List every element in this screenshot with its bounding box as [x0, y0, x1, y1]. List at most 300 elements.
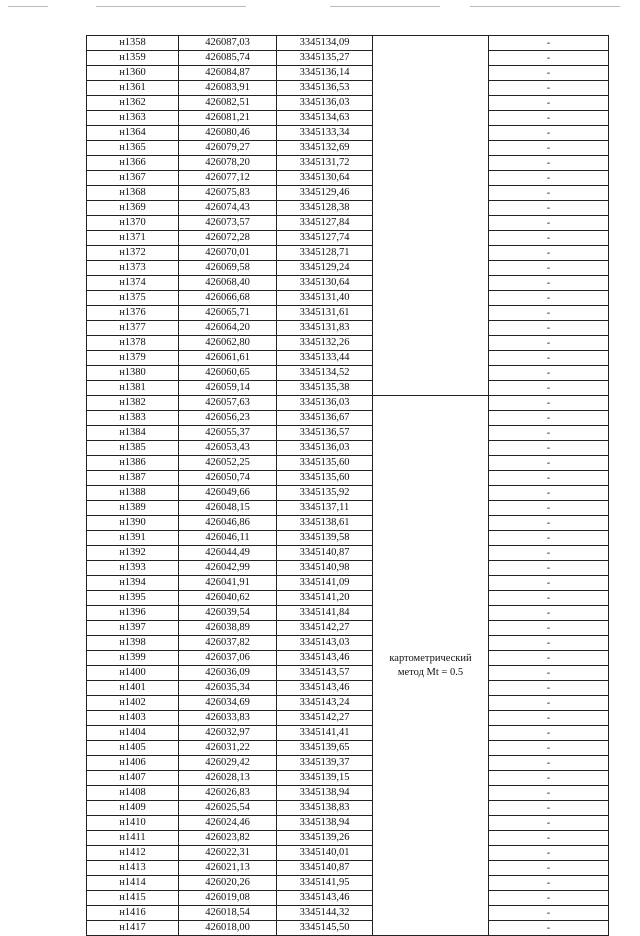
point-id-cell: н1401	[87, 681, 179, 696]
x-coordinate-cell: 426080,46	[179, 126, 277, 141]
dash-cell: -	[489, 756, 609, 771]
x-coordinate-cell: 426069,58	[179, 261, 277, 276]
dash-cell: -	[489, 516, 609, 531]
x-coordinate-cell: 426066,68	[179, 291, 277, 306]
dash-cell: -	[489, 876, 609, 891]
y-coordinate-cell: 3345135,60	[277, 471, 373, 486]
table-row	[87, 351, 609, 366]
table-row	[87, 486, 609, 501]
y-coordinate-cell: 3345143,03	[277, 636, 373, 651]
x-coordinate-cell: 426048,15	[179, 501, 277, 516]
dash-cell: -	[489, 156, 609, 171]
y-coordinate-cell: 3345142,27	[277, 621, 373, 636]
x-coordinate-cell: 426042,99	[179, 561, 277, 576]
point-id-cell: н1404	[87, 726, 179, 741]
x-coordinate-cell: 426038,89	[179, 621, 277, 636]
x-coordinate-cell: 426059,14	[179, 381, 277, 396]
table-row	[87, 261, 609, 276]
table-row	[87, 621, 609, 636]
point-id-cell: н1400	[87, 666, 179, 681]
point-id-cell: н1415	[87, 891, 179, 906]
table-row	[87, 756, 609, 771]
point-id-cell: н1361	[87, 81, 179, 96]
table-row	[87, 216, 609, 231]
dash-cell: -	[489, 861, 609, 876]
point-id-cell: н1362	[87, 96, 179, 111]
x-coordinate-cell: 426055,37	[179, 426, 277, 441]
table-row	[87, 246, 609, 261]
x-coordinate-cell: 426022,31	[179, 846, 277, 861]
point-id-cell: н1359	[87, 51, 179, 66]
table-row	[87, 651, 609, 666]
table-row	[87, 381, 609, 396]
table-row	[87, 96, 609, 111]
point-id-cell: н1375	[87, 291, 179, 306]
table-row	[87, 741, 609, 756]
dash-cell: -	[489, 171, 609, 186]
dash-cell: -	[489, 771, 609, 786]
x-coordinate-cell: 426037,06	[179, 651, 277, 666]
x-coordinate-cell: 426075,83	[179, 186, 277, 201]
y-coordinate-cell: 3345135,60	[277, 456, 373, 471]
x-coordinate-cell: 426050,74	[179, 471, 277, 486]
table-row	[87, 696, 609, 711]
point-id-cell: н1377	[87, 321, 179, 336]
dash-cell: -	[489, 126, 609, 141]
x-coordinate-cell: 426070,01	[179, 246, 277, 261]
table-row	[87, 36, 609, 51]
point-id-cell: н1371	[87, 231, 179, 246]
point-id-cell: н1397	[87, 621, 179, 636]
x-coordinate-cell: 426018,00	[179, 921, 277, 936]
point-id-cell: н1364	[87, 126, 179, 141]
x-coordinate-cell: 426036,09	[179, 666, 277, 681]
dash-cell: -	[489, 576, 609, 591]
y-coordinate-cell: 3345139,26	[277, 831, 373, 846]
y-coordinate-cell: 3345131,72	[277, 156, 373, 171]
table-row	[87, 81, 609, 96]
method-cell	[373, 396, 489, 936]
point-id-cell: н1394	[87, 576, 179, 591]
x-coordinate-cell: 426057,63	[179, 396, 277, 411]
dash-cell: -	[489, 36, 609, 51]
y-coordinate-cell: 3345143,46	[277, 891, 373, 906]
y-coordinate-cell: 3345131,83	[277, 321, 373, 336]
point-id-cell: н1379	[87, 351, 179, 366]
dash-cell: -	[489, 261, 609, 276]
y-coordinate-cell: 3345133,44	[277, 351, 373, 366]
x-coordinate-cell: 426061,61	[179, 351, 277, 366]
y-coordinate-cell: 3345140,01	[277, 846, 373, 861]
table-row	[87, 681, 609, 696]
table-row	[87, 876, 609, 891]
x-coordinate-cell: 426064,20	[179, 321, 277, 336]
dash-cell: -	[489, 666, 609, 681]
point-id-cell: н1366	[87, 156, 179, 171]
table-row	[87, 276, 609, 291]
x-coordinate-cell: 426060,65	[179, 366, 277, 381]
point-id-cell: н1374	[87, 276, 179, 291]
point-id-cell: н1410	[87, 816, 179, 831]
point-id-cell: н1367	[87, 171, 179, 186]
dash-cell: -	[489, 381, 609, 396]
method-name: картометрический	[389, 652, 472, 664]
y-coordinate-cell: 3345136,67	[277, 411, 373, 426]
point-id-cell: н1363	[87, 111, 179, 126]
y-coordinate-cell: 3345131,40	[277, 291, 373, 306]
table-row	[87, 891, 609, 906]
dash-cell: -	[489, 711, 609, 726]
dash-cell: -	[489, 366, 609, 381]
dash-cell: -	[489, 186, 609, 201]
dash-cell: -	[489, 96, 609, 111]
table-row	[87, 921, 609, 936]
y-coordinate-cell: 3345128,38	[277, 201, 373, 216]
y-coordinate-cell: 3345140,87	[277, 861, 373, 876]
table-row	[87, 606, 609, 621]
point-id-cell: н1395	[87, 591, 179, 606]
x-coordinate-cell: 426033,83	[179, 711, 277, 726]
y-coordinate-cell: 3345134,09	[277, 36, 373, 51]
x-coordinate-cell: 426035,34	[179, 681, 277, 696]
y-coordinate-cell: 3345138,83	[277, 801, 373, 816]
x-coordinate-cell: 426077,12	[179, 171, 277, 186]
point-id-cell: н1388	[87, 486, 179, 501]
dash-cell: -	[489, 306, 609, 321]
table-row	[87, 816, 609, 831]
point-id-cell: н1386	[87, 456, 179, 471]
y-coordinate-cell: 3345140,98	[277, 561, 373, 576]
x-coordinate-cell: 426039,54	[179, 606, 277, 621]
point-id-cell: н1393	[87, 561, 179, 576]
dash-cell: -	[489, 396, 609, 411]
point-id-cell: н1383	[87, 411, 179, 426]
x-coordinate-cell: 426081,21	[179, 111, 277, 126]
table-row	[87, 426, 609, 441]
dash-cell: -	[489, 276, 609, 291]
table-row	[87, 366, 609, 381]
dash-cell: -	[489, 606, 609, 621]
y-coordinate-cell: 3345143,46	[277, 681, 373, 696]
point-id-cell: н1378	[87, 336, 179, 351]
table-row	[87, 201, 609, 216]
y-coordinate-cell: 3345143,24	[277, 696, 373, 711]
dash-cell: -	[489, 81, 609, 96]
x-coordinate-cell: 426046,86	[179, 516, 277, 531]
x-coordinate-cell: 426029,42	[179, 756, 277, 771]
table-row	[87, 396, 609, 411]
dash-cell: -	[489, 231, 609, 246]
x-coordinate-cell: 426068,40	[179, 276, 277, 291]
dash-cell: -	[489, 846, 609, 861]
x-coordinate-cell: 426018,54	[179, 906, 277, 921]
x-coordinate-cell: 426026,83	[179, 786, 277, 801]
table-row	[87, 501, 609, 516]
y-coordinate-cell: 3345128,71	[277, 246, 373, 261]
dash-cell: -	[489, 801, 609, 816]
dash-cell: -	[489, 531, 609, 546]
y-coordinate-cell: 3345134,52	[277, 366, 373, 381]
dash-cell: -	[489, 621, 609, 636]
dash-cell: -	[489, 351, 609, 366]
table-row	[87, 906, 609, 921]
y-coordinate-cell: 3345139,65	[277, 741, 373, 756]
table-row	[87, 111, 609, 126]
x-coordinate-cell: 426046,11	[179, 531, 277, 546]
dash-cell: -	[489, 441, 609, 456]
x-coordinate-cell: 426032,97	[179, 726, 277, 741]
table-row	[87, 411, 609, 426]
point-id-cell: н1398	[87, 636, 179, 651]
x-coordinate-cell: 426019,08	[179, 891, 277, 906]
dash-cell: -	[489, 696, 609, 711]
x-coordinate-cell: 426049,66	[179, 486, 277, 501]
point-id-cell: н1365	[87, 141, 179, 156]
scan-header-noise	[0, 6, 640, 16]
dash-cell: -	[489, 831, 609, 846]
point-id-cell: н1412	[87, 846, 179, 861]
table-row	[87, 846, 609, 861]
y-coordinate-cell: 3345145,50	[277, 921, 373, 936]
table-row	[87, 591, 609, 606]
table-row	[87, 171, 609, 186]
y-coordinate-cell: 3345133,34	[277, 126, 373, 141]
x-coordinate-cell: 426062,80	[179, 336, 277, 351]
point-id-cell: н1392	[87, 546, 179, 561]
point-id-cell: н1360	[87, 66, 179, 81]
y-coordinate-cell: 3345132,69	[277, 141, 373, 156]
dash-cell: -	[489, 246, 609, 261]
point-id-cell: н1402	[87, 696, 179, 711]
y-coordinate-cell: 3345132,26	[277, 336, 373, 351]
method-cell-empty	[373, 36, 489, 396]
dash-cell: -	[489, 726, 609, 741]
point-id-cell: н1406	[87, 756, 179, 771]
dash-cell: -	[489, 591, 609, 606]
dash-cell: -	[489, 546, 609, 561]
point-id-cell: н1399	[87, 651, 179, 666]
x-coordinate-cell: 426044,49	[179, 546, 277, 561]
point-id-cell: н1396	[87, 606, 179, 621]
y-coordinate-cell: 3345139,15	[277, 771, 373, 786]
y-coordinate-cell: 3345143,46	[277, 651, 373, 666]
point-id-cell: н1408	[87, 786, 179, 801]
point-id-cell: н1413	[87, 861, 179, 876]
dash-cell: -	[489, 66, 609, 81]
x-coordinate-cell: 426074,43	[179, 201, 277, 216]
table-row	[87, 441, 609, 456]
y-coordinate-cell: 3345127,84	[277, 216, 373, 231]
dash-cell: -	[489, 336, 609, 351]
table-row	[87, 231, 609, 246]
table-row	[87, 531, 609, 546]
table-row	[87, 831, 609, 846]
x-coordinate-cell: 426082,51	[179, 96, 277, 111]
y-coordinate-cell: 3345144,32	[277, 906, 373, 921]
dash-cell: -	[489, 456, 609, 471]
y-coordinate-cell: 3345141,84	[277, 606, 373, 621]
point-id-cell: н1380	[87, 366, 179, 381]
point-id-cell: н1358	[87, 36, 179, 51]
y-coordinate-cell: 3345136,03	[277, 96, 373, 111]
table-row	[87, 711, 609, 726]
dash-cell: -	[489, 486, 609, 501]
point-id-cell: н1417	[87, 921, 179, 936]
x-coordinate-cell: 426024,46	[179, 816, 277, 831]
y-coordinate-cell: 3345129,46	[277, 186, 373, 201]
point-id-cell: н1382	[87, 396, 179, 411]
point-id-cell: н1384	[87, 426, 179, 441]
x-coordinate-cell: 426087,03	[179, 36, 277, 51]
dash-cell: -	[489, 651, 609, 666]
table-row	[87, 516, 609, 531]
y-coordinate-cell: 3345135,27	[277, 51, 373, 66]
table-row	[87, 66, 609, 81]
x-coordinate-cell: 426056,23	[179, 411, 277, 426]
point-id-cell: н1381	[87, 381, 179, 396]
table-row	[87, 786, 609, 801]
x-coordinate-cell: 426084,87	[179, 66, 277, 81]
dash-cell: -	[489, 201, 609, 216]
dash-cell: -	[489, 141, 609, 156]
x-coordinate-cell: 426025,54	[179, 801, 277, 816]
x-coordinate-cell: 426031,22	[179, 741, 277, 756]
table-row	[87, 456, 609, 471]
dash-cell: -	[489, 411, 609, 426]
point-id-cell: н1405	[87, 741, 179, 756]
table-row	[87, 321, 609, 336]
y-coordinate-cell: 3345127,74	[277, 231, 373, 246]
table-row	[87, 126, 609, 141]
y-coordinate-cell: 3345141,20	[277, 591, 373, 606]
table-row	[87, 336, 609, 351]
table-row	[87, 561, 609, 576]
point-id-cell: н1403	[87, 711, 179, 726]
point-id-cell: н1385	[87, 441, 179, 456]
x-coordinate-cell: 426023,82	[179, 831, 277, 846]
table-row	[87, 471, 609, 486]
y-coordinate-cell: 3345139,37	[277, 756, 373, 771]
point-id-cell: н1409	[87, 801, 179, 816]
point-id-cell: н1370	[87, 216, 179, 231]
x-coordinate-cell: 426021,13	[179, 861, 277, 876]
x-coordinate-cell: 426020,26	[179, 876, 277, 891]
dash-cell: -	[489, 906, 609, 921]
y-coordinate-cell: 3345138,94	[277, 816, 373, 831]
point-id-cell: н1390	[87, 516, 179, 531]
dash-cell: -	[489, 291, 609, 306]
y-coordinate-cell: 3345136,57	[277, 426, 373, 441]
table-row	[87, 666, 609, 681]
y-coordinate-cell: 3345142,27	[277, 711, 373, 726]
y-coordinate-cell: 3345139,58	[277, 531, 373, 546]
y-coordinate-cell: 3345141,41	[277, 726, 373, 741]
table-row	[87, 801, 609, 816]
y-coordinate-cell: 3345135,38	[277, 381, 373, 396]
dash-cell: -	[489, 501, 609, 516]
table-row	[87, 861, 609, 876]
point-id-cell: н1368	[87, 186, 179, 201]
dash-cell: -	[489, 111, 609, 126]
x-coordinate-cell: 426041,91	[179, 576, 277, 591]
dash-cell: -	[489, 426, 609, 441]
dash-cell: -	[489, 636, 609, 651]
x-coordinate-cell: 426065,71	[179, 306, 277, 321]
point-id-cell: н1416	[87, 906, 179, 921]
table-row	[87, 141, 609, 156]
table-row	[87, 186, 609, 201]
table-row	[87, 771, 609, 786]
table-row	[87, 51, 609, 66]
method-accuracy: метод Mt = 0.5	[397, 666, 464, 678]
table-row	[87, 546, 609, 561]
point-id-cell: н1369	[87, 201, 179, 216]
y-coordinate-cell: 3345136,14	[277, 66, 373, 81]
y-coordinate-cell: 3345131,61	[277, 306, 373, 321]
table-row	[87, 576, 609, 591]
y-coordinate-cell: 3345141,09	[277, 576, 373, 591]
y-coordinate-cell: 3345143,57	[277, 666, 373, 681]
table-row	[87, 291, 609, 306]
table-row	[87, 726, 609, 741]
dash-cell: -	[489, 216, 609, 231]
x-coordinate-cell: 426083,91	[179, 81, 277, 96]
y-coordinate-cell: 3345140,87	[277, 546, 373, 561]
y-coordinate-cell: 3345136,03	[277, 441, 373, 456]
point-id-cell: н1391	[87, 531, 179, 546]
point-id-cell: н1407	[87, 771, 179, 786]
coordinates-table	[86, 35, 609, 936]
dash-cell: -	[489, 891, 609, 906]
point-id-cell: н1387	[87, 471, 179, 486]
dash-cell: -	[489, 561, 609, 576]
point-id-cell: н1411	[87, 831, 179, 846]
dash-cell: -	[489, 471, 609, 486]
y-coordinate-cell: 3345135,92	[277, 486, 373, 501]
x-coordinate-cell: 426072,28	[179, 231, 277, 246]
y-coordinate-cell: 3345141,95	[277, 876, 373, 891]
x-coordinate-cell: 426052,25	[179, 456, 277, 471]
y-coordinate-cell: 3345138,61	[277, 516, 373, 531]
x-coordinate-cell: 426040,62	[179, 591, 277, 606]
x-coordinate-cell: 426085,74	[179, 51, 277, 66]
y-coordinate-cell: 3345136,53	[277, 81, 373, 96]
y-coordinate-cell: 3345134,63	[277, 111, 373, 126]
x-coordinate-cell: 426034,69	[179, 696, 277, 711]
table-row	[87, 156, 609, 171]
table-row	[87, 306, 609, 321]
x-coordinate-cell: 426078,20	[179, 156, 277, 171]
x-coordinate-cell: 426037,82	[179, 636, 277, 651]
x-coordinate-cell: 426073,57	[179, 216, 277, 231]
point-id-cell: н1414	[87, 876, 179, 891]
table-row	[87, 636, 609, 651]
dash-cell: -	[489, 321, 609, 336]
y-coordinate-cell: 3345136,03	[277, 396, 373, 411]
dash-cell: -	[489, 681, 609, 696]
dash-cell: -	[489, 816, 609, 831]
y-coordinate-cell: 3345129,24	[277, 261, 373, 276]
dash-cell: -	[489, 786, 609, 801]
y-coordinate-cell: 3345130,64	[277, 171, 373, 186]
dash-cell: -	[489, 741, 609, 756]
x-coordinate-cell: 426028,13	[179, 771, 277, 786]
y-coordinate-cell: 3345138,94	[277, 786, 373, 801]
x-coordinate-cell: 426079,27	[179, 141, 277, 156]
dash-cell: -	[489, 51, 609, 66]
y-coordinate-cell: 3345137,11	[277, 501, 373, 516]
x-coordinate-cell: 426053,43	[179, 441, 277, 456]
